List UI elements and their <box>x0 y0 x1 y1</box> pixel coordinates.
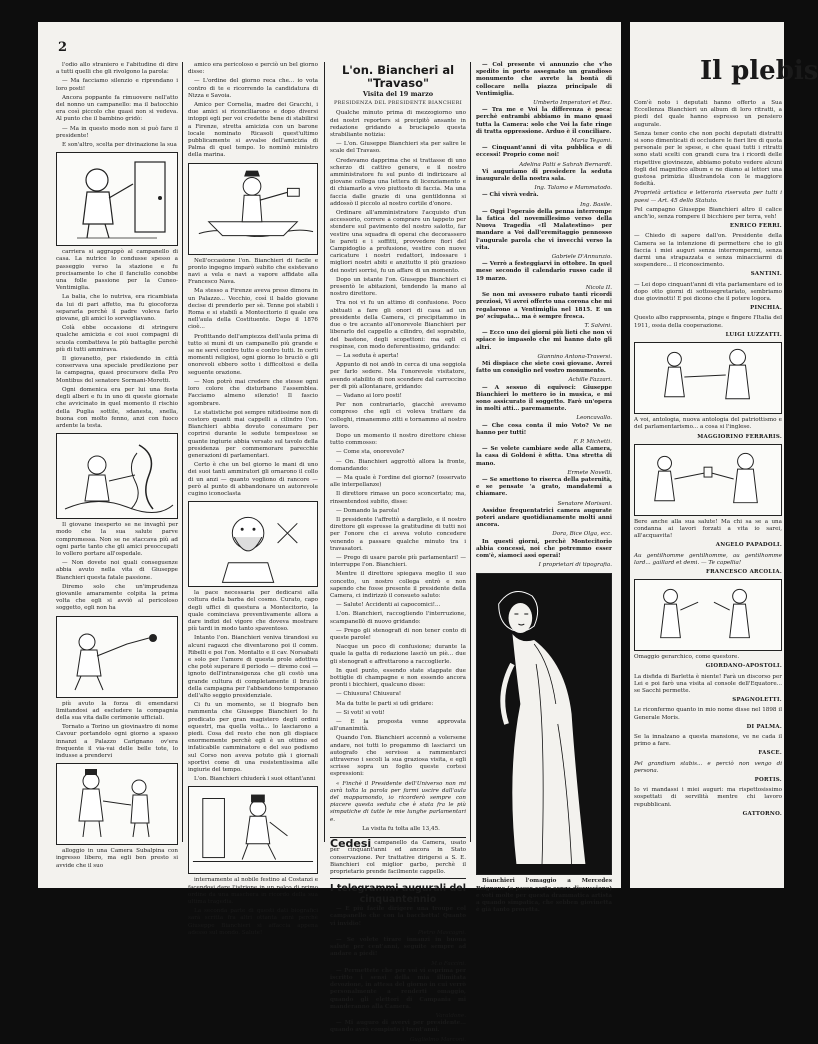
paragraph: — A sessuo di equivoci: Giuseppe Bianchieri lo mettero io in musica, e mi sono assicurato il soggetto. Farò un'opera in molti atti... paremamente. <box>476 384 612 413</box>
illustration-bearded-man <box>188 501 318 587</box>
cartoon-drawing <box>57 617 177 697</box>
paragraph: Tornato a Torino un giovinastro di nome Cavour portandolo ogni giorno a spasso innanzi a Palazzo Carignano ov'era frequente il via-vai delle belle tote, lo indusse a prendervi <box>56 724 178 759</box>
signature: Guglielmo Marconi. <box>409 1036 466 1043</box>
paragraph: — Prego gli stenografi di non tener conto di queste parole! <box>330 627 466 642</box>
signature: ANGELO PAPADOLI. <box>715 542 782 549</box>
paragraph: Appunto di noi andò in cerca di una seggiola per farlo sedere. Ma l'onorevole visitatore, avendo stabilito di non scendere dal carroccino per di più allontanare, gridando: <box>330 362 466 390</box>
paragraph: La visita fu tolta alle 13,45. <box>362 825 440 832</box>
paragraph: — E più facile dirigere una troupe col campanello che con la bacchetta! Quanto vi invidio! <box>330 906 466 927</box>
paragraph: — Ma quale è l'ordine del giorno? (osservato alle interpellanze) <box>330 474 466 489</box>
signature: DI PALMA. <box>746 723 782 730</box>
paragraph: — Se smettono to riserca della paternità, e se pensate 'a grato, mandatemi a chiamare. <box>476 476 612 498</box>
paragraph: Ancora poppante fa rimuovere nell'atto del nonno un campanello: ma il batocchio era così piccolo che quasi non si vedeva. Al punto che il bambino gridò: <box>56 94 178 123</box>
paragraph: Se la innalzano a questa mansione, ve ne cada il primo a fare. <box>634 733 782 748</box>
next-page-column <box>634 100 782 821</box>
article-subhead-small: PRESIDENZA DEL PRESIDENTE BIANCHERI <box>334 100 462 107</box>
paragraph: Com'è noto i deputati hanno offerto a Sua Eccellenza Bianchieri un album di loro ritratti, a piedi del quale hanno espresso un pensiero augurale. <box>634 100 782 128</box>
column-2 <box>188 62 318 936</box>
signature: Adelina Patti e Sahrah Bernardt. <box>519 161 612 168</box>
column-rule <box>324 62 325 842</box>
cartoon-drawing <box>189 502 317 586</box>
signature: Umberto Imperatori et Rez. <box>533 100 612 107</box>
signature: SPAGNOLETTI. <box>732 697 782 704</box>
paragraph: più avuto la forza di emendarsi limitandosi ad escludere la compagnia della sua vita dalle cerimonie ufficiali. <box>56 700 178 721</box>
signature: Nicola II. <box>585 284 612 291</box>
signature: I proprietari di tipografia. <box>538 562 612 569</box>
cartoon-drawing <box>189 164 317 254</box>
paragraph: — La seduta è aperta! <box>336 352 399 359</box>
paragraph: Il giovane inesperto se ne invaghì per modo che la sua salute parve compromessa. Non se ne staccava più ad ogni parte tanto che gli amici preoccupati lo vollero portare all'ospedale. <box>56 522 178 557</box>
paragraph: Au gentilhomme gentilhomme, au gentilhomme lard... gaillard et demi. — Te capellia! <box>634 552 782 566</box>
paragraph: Dopo un momento il nostro direttore chiese tutto commosso: <box>330 432 466 447</box>
paragraph: Colà ebbe occasione di stringere qualche amicizia e coi suoi compagni di scuola combatteva le più battaglie perchè più di tutti ammirava. <box>56 325 178 353</box>
paragraph: la pace necessaria per dedicarsi alla coltura della barba del cosmo. Curato, capo degli uffici di questura a Montecitorio, la quale cominciava preventivamente allora a dare indizi del vigore che doveva mostrare più tardi in modo tanto spaventoso. <box>188 590 318 633</box>
illustration-tree-scene <box>56 433 178 519</box>
telegrams-headline: I telegrammi augurali del cinquantennio <box>330 883 466 906</box>
paragraph: In quel punto, essendo state stappate due bottiglie di champagne e non essendo ancora pronti i bicchieri, qualcuno disse: <box>330 667 466 689</box>
paragraph: Vi auguriamo di presiedere la seduta inaugurale della nostra sala. <box>476 168 612 183</box>
paragraph: Per non contrariarlo, giacchè avevamo compreso che egli ci voleva trattare da colleghi, rimanemmo zitti e tornammo al nostro lavoro. <box>330 402 466 430</box>
paragraph: Ma stesso a Firenze aveva preso dimora in un Palazzo... Vecchio, così il baldo giovane decise di prenderlo per sè. Tenne poi stabili i Roma e si stabilì a Montecitorio il quale ora nell'aula della Costituente. Dopo il 1876 cioè... <box>188 288 318 331</box>
signature: Giannino Antona-Traversi. <box>537 353 612 360</box>
illustration-deputies-salute <box>634 579 782 651</box>
column-1 <box>56 62 178 869</box>
paragraph: — Non dovete noi quali conseguenze abbia avuto nella vita di Giuseppe Bianchieri questa fatale passione. <box>56 560 178 581</box>
paragraph: Io vi mandassi i miei auguri: ma rispettosissimo sospettati di servilità mentre chi lavoro repubblicani. <box>634 787 782 808</box>
illustration-deputies-greeting <box>634 342 782 414</box>
signature: Senatore Morisani. <box>557 500 612 507</box>
paragraph: Assidue frequentatrici camera augurate poteri andare quotidianamente molti anni ancora. <box>476 507 612 529</box>
illustration-deputies-toast <box>634 444 782 516</box>
paragraph: — On. Bianchieri aggrottò allora la fronte, domandando: <box>330 458 466 472</box>
paragraph: — Vadano ai loro posti! <box>336 392 402 399</box>
paragraph: Mentre il direttore spiegava meglio il suo concetto, un nostro collega entrò e non sapendo che fosse presente il presidente della Camera, ci indirizzò il consueto saluto: <box>330 571 466 599</box>
paragraph: Pel grandium stabis... e perciò non vengo di persona. <box>634 760 782 774</box>
signature: FRANCESCO ARCOLIA. <box>706 568 782 575</box>
cartoon-drawing <box>189 787 317 873</box>
signature: Leoncavallo. <box>576 415 612 422</box>
illustration-man-walking <box>188 786 318 874</box>
paragraph: Pel campagno Giuseppe Bianchieri altro il calice anch'io, senza rompere il bicchiere per terra, veh! <box>634 206 782 221</box>
signature: Pietro Mascagni. <box>417 929 466 936</box>
classified-ad <box>330 837 466 879</box>
paragraph: — Che cosa conta il mio Voto? Ve ne hanno per tutti! <box>476 422 612 436</box>
paragraph: Diremo solo che un'imprudenza giovanile amaramente colpita la prima volta che egli si avviò al pericoloso soggetto, egli non ha <box>56 583 178 612</box>
article-headline: L'on. Biancheri al "Travaso" <box>341 63 455 90</box>
paragraph: Certo è che un bel giorno le mani di uno dei suoi tanti ammiratori gli ornarono il collo di un anzi — quanto vogliono di rancore — però al punto di abbandonare un autorevole cugino iconoclasta <box>188 462 318 497</box>
paragraph: — Chiedo di sapere dall'on. Presidente della Camera se la intenzione di permettere che io gli faccia i miei auguri senza interrompermi, senza darmi una strapazzata e senza minacciarmi di sospendere... il riconoscimento. <box>634 233 782 269</box>
page-number: 2 <box>58 40 68 55</box>
paragraph: — L'ordine del giorno reca che... io vota contro di te e ricorrendo la candidatura di Nizza e Savoia. <box>188 78 318 99</box>
paragraph: Nacque un poco di confusione; durante la quale la gatta di redazione lasciò un piè... due gli stenografi e affrettarono a raccoglierle. <box>330 644 466 665</box>
paragraph: — E la proposta venne approvata all'unanimità. <box>330 719 466 733</box>
paragraph: Le riconfermo quanto in mio nome disse nel 1898 il Generale Moris. <box>634 707 782 721</box>
signature: Ermete Novelli. <box>567 469 612 476</box>
paragraph: Ma da tutte le parti si udì gridare: <box>336 700 434 707</box>
paragraph: — Lei dopo cinquant'anni di vita parlamentare ed io dopo otto giorni di sottosegretariato, sembriamo due giovinotti! E poi dicono che il potere logora. <box>634 281 782 303</box>
signature: SANTINI. <box>750 271 782 278</box>
paragraph: — Salute! Accidenti ai capocomici!... <box>336 602 441 609</box>
paragraph: — Come sta, onorevole? <box>336 449 405 456</box>
paragraph: Ci fu un momento, se il biografo ben rammenta che Giuseppe Bianchieri lo fu predicato per gran magistero degli ordini equestri, ma quella volta... lo lasciarono a piedi. Cosa del resto che non gli dispiace enormemente perchè egli è un ottimo ed infaticabile camminatore e del suo podismo sul Corso non aveva potuto già i giornali sportivi come di una resistentissima alle ingiurie del tempo. <box>188 702 318 774</box>
paragraph: Mi dispiace che siete così giovane. Avrei fatto un consiglio nel vostro monumento. <box>476 360 612 375</box>
article-subhead: Visita del 19 marzo <box>362 90 434 98</box>
paragraph: — Se volete tirare innanzi in buona salute per cent'anni, seguite sempre ad andare a piedi! <box>330 936 466 958</box>
paragraph: Senza tener conto che non pochi deputati distratti si sono dimenticati di occludere le fieri lire di quota personale per le spese, e che quasi tutti i ritratti sono stati scelti con grandi cura tra i ricordi delle rispettive giovinezze, abbiamo potuto vedere alcuni fogli del magnifico album e ne diamo ai lettori una gustosa primizia illustrandola con le maggiore fedeltà. <box>634 130 782 188</box>
image-caption: Bianchieri l'omaggio a Mercedes Brignone (a passo certo senza discussione) e voti molte per questa drammatica artista a quando simpatica, che sebben giovinetta è già tanto provetta. <box>476 878 612 914</box>
paragraph: — Ma facciamo silenzio e riprendano i loro posti! <box>56 78 178 92</box>
paragraph: alloggio in una Camera Subalpina con ingresso libero, ma egli ben presto si avvide che il suo <box>56 848 178 869</box>
paragraph: — Cinquant'anni di vita pubblica e di eccessi! Proprio come noi! <box>476 145 612 159</box>
paragraph: Bere anche alla sua salute! Ma chi sa se a una condanna ai lavori forzati a vita io sarei, all'acquavita! <box>634 518 782 540</box>
signature: Maria Tegami. <box>570 138 612 145</box>
paragraph: L'on. Bianchieri chiuderà i suoi ottant'anni <box>194 776 316 783</box>
paragraph: — Se volete cambiare sede alla Camera, la casa di Goldoni è sfitta. Una stretta di mano. <box>476 446 612 467</box>
cartoon-drawing <box>635 580 781 650</box>
paragraph: Il presidente l'affrettò a darglielo, e il nostro direttore gli espresse la gratitudine di tutti noi per l'onore che ci aveva voluto concedere venendo a passare qualche minuto tra i travasatori. <box>330 516 466 552</box>
paragraph: L'on. Bianchieri, raccogliendo l'interruzione, scampanellò di nuovo gridando: <box>330 611 466 625</box>
paragraph: Intanto l'on. Bianchieri veniva tirandosi su alcuni ragazzi che diventarono poi il comm. Ribelli e poi l'on. Montalto e il cav. Norsabati e solo per l'amore di questa prole adottiva che potè superare il periodo — diremo così — ignoto dell'intransigenza che gli costò una grande cultura di completamente il bruciò della campagna per l'abbandono temporaneo dell'alto seggio presidenziale. <box>188 635 318 699</box>
signature: Achille Fazzari. <box>568 377 612 384</box>
paragraph: Dopo un istante l'on. Giuseppe Bianchieri ci presentò le abitazioni, tendendo la mano al nostro direttore. <box>330 276 466 298</box>
paragraph: — Oggi l'operaio della penna interrompe la fatica del novemillesimo verso della Nuova Tragedia «Il Malatestino» per mandare a Voi dall'eremitaggio pennosso l'augurale parola che vi invecchi verso la vita. <box>476 208 612 251</box>
column-4 <box>476 62 612 914</box>
paragraph: Il giovanetto, per risiedendo in città conservava una speciale predilezione per la campagna, quasi precursore della Pro Montibus del senatore Sormani-Moretti. <box>56 356 178 384</box>
paragraph: Ordinare all'amministratore l'acquisto d'un accessorio, correre a comprare un tappeto per stendere sul pavimento del nostro salotto, far vestire una squadra di operai che decorassero le pareti e i soffitti, provvedere fiori del Campidoglio a profusione, vestire con nuove caricature i nostri redattori, indossare i migliori nostri abiti e anzitutto il più grazioso dei nostri sorrisi, fu un affare di un momento. <box>330 210 466 274</box>
paragraph: — L'on. Giuseppe Bianchieri sta per salire le scale del Travaso. <box>330 141 466 155</box>
cartoon-drawing <box>57 153 177 245</box>
cartoon-drawing <box>635 343 781 413</box>
paragraph: — Mi auguro di avervi per presidente... quando avrò compiuto i trent'anni. <box>330 1020 466 1034</box>
signature: MAGGIORINO FERRARIS. <box>697 433 782 440</box>
paragraph: Se non mi avessero rubato tanti ricordi preziosi, Vi avrei offerto una corona che mi regalarono a Ventimiglia nel 1815. E un po' sciupata... ma è sempre fresca. <box>476 292 612 320</box>
cartoon-drawing <box>635 445 781 515</box>
paragraph: Credevamo dapprima che si trattasse di uno scherzo di cattivo genere, e il nostro amministratore fu sul punto di indirizzare al giovane collega una lettera di licenziamento e di chiamarlo a vivo piuttosto di faccia. Ma una faccia dalle grazie di una gentildonna si addossò il piccolo al nostro cortile d'onore. <box>330 157 466 207</box>
signature: Varaldone. <box>435 1012 466 1019</box>
paragraph: In questi giorni, perchè Montecitorio abbia concessi, noi che potremmo esser com'è, siamoci assi operai! <box>476 538 612 559</box>
paragraph: internamente al nobile festino al Costanzi e facendosi dare l'istrione in un palco di primo ordine da una maschera in ricordo della sua ultima tragedia. <box>188 877 318 906</box>
illustration-man-running <box>56 616 178 698</box>
paragraph: — Tra me e Voi la differenza è poca: perchè entrambi abbiamo in mano quasi tutta la Camera: solo che Voi la fate ringe di tratta oppressione. Arduo è il conciliare. <box>476 107 612 135</box>
paragraph: Ogni domenica era per lui una festa degli alberi e fu in uno di queste giornate che avvicinato in quel momento il rischio della Puglia sottile, sdanesta, snella, buona con molto fenno, anzi con fuoco ardente la testa. <box>56 386 178 429</box>
paragraph: — Chiusura! Chiusura! <box>336 691 402 698</box>
classified-ad-title: Cedesi <box>330 837 372 851</box>
paragraph: La disfida di Barletta è niente! Farà un discorso per Lei e poi farò una visita al console dell'Equatore... se Sacchi permette. <box>634 673 782 694</box>
paragraph: Questo albo rappresenta, pinge e fingere l'Italia del 1911, ossia della cooperazione. <box>634 315 782 329</box>
illustration-woman-portrait <box>476 573 612 875</box>
signature: LUIGI LUZZATTI. <box>725 331 782 338</box>
cartoon-drawing <box>57 434 177 518</box>
signature: ENRICO FERRI. <box>729 223 782 230</box>
paragraph: E son'altro, scelta per divinazione la sua <box>62 142 177 149</box>
paragraph: « Finchè il Presidente dell'Universo non mi avrà tolta la parola per farmi uscire dall'aula del mappamondo, io ricorderò sempre con piacere questa seduta che è stata fra le più simpatiche di tutte le mie lunghe parlamentari e. <box>330 780 466 823</box>
paragraph: La balia, che lo nutriva, era ricambiata da lui di pari affetto, ma fu giocoforza separarla perchè il padre voleva farlo giovane, gli amici lo sorvegliavano. <box>56 294 178 323</box>
paragraph: — Verrò a festeggiarvi in ottobre. In quel mese secondo il calendario russo cade il 19 marzo. <box>476 261 612 282</box>
paragraph: — Chi vivrà vedrà. <box>482 192 539 199</box>
paragraph: — Prego di usare parole più parlamentari! — interruppe l'on. Bianchieri. <box>330 554 466 569</box>
paragraph: — Ecco uno dei giorni più lieti che non vi spiace io impasolo che mi hanno dato gli altri. <box>476 330 612 351</box>
paragraph: carriera si aggrappò al campanello di casa. La nutrice lo condusse spesso a passeggio verso la stazione e fu precisamente lo che il fanciullo conobbe una folle passione per la Cuneo-Ventimiglia. <box>56 249 178 292</box>
paragraph: Profittando dell'ampiezza dell'aula prima di tutto si munì di un campanello più grande e se ne servì contro tutto e contro tutti. In certi momenti religiosi, ogni giorno lo bruciò e gli onorevoli ebbero sotto i difficoltosi e della seguente orazione. <box>188 333 318 376</box>
newspaper-page <box>38 22 621 1043</box>
paragraph: Nell'occasione l'on. Bianchieri di facile e pronto ingegno imparò subito che esistevano navi a vela e navi a vapore affidate alla Francesco Nava. <box>188 257 318 286</box>
paragraph: Il direttore rimase un poco sconcertato; ma, rinsentendosi subito, disse: <box>330 491 466 505</box>
signature: FASCE. <box>758 750 782 757</box>
signature: GATTORNO. <box>742 810 782 817</box>
paragraph: Quando l'on. Bianchieri accennò a volersene andare, noi tutti lo pregammo di lasciarci un autografo che servisse a rammentarci attraverso i secoli la sua graziosa visita, e egli scrisse sopra un foglio queste cortesi espressioni: <box>330 735 466 778</box>
paragraph: Omaggio gerarchico, come questore. <box>634 654 740 661</box>
paragraph: — Non potrò mai credere che stesse ogni loro colore che disturbano l'assemblea. Facciamo almeno silenzio! Il fascio sgombrare. <box>188 378 318 407</box>
signature: PINCHIA. <box>750 305 782 312</box>
paragraph: — Domando la parola! <box>336 507 400 514</box>
paragraph: Proprietà artistica e letteraria riservata per tutti i paesi — Art. 45 dello Statuto. <box>634 190 782 204</box>
signature: Dora, Bice Olga, ecc. <box>552 531 612 538</box>
paragraph: — Ma in questo modo non si può fare il presidente! <box>56 125 178 139</box>
paragraph: — Permettete che per voi vi esprima per iscritto i sensi della mia illimitata devozione, in attesa del giorno in cui verrò personalmente a renderti omaggio, quando gli elettori di Campania mi manderanno alla Camera. <box>330 967 466 1010</box>
signature: Ing. Talamo e Mammatodo. <box>534 185 612 192</box>
illustration-child-with-bell <box>56 152 178 246</box>
cartoon-drawing <box>477 574 611 874</box>
classified-ad-text: campanello da Camera, usato per cinquant'anni ed ancora in Stato conservazione. Per trattative dirigersi a S. E. Bianchieri col miglior garbo, perchè il proprietario prende facilmente cappello. <box>330 840 466 875</box>
signature: Gabriele D'Annunzio. <box>551 254 612 261</box>
signature: PORTIS. <box>754 776 782 783</box>
paragraph: — Col presente vi annunzio che v'ho spedito in porto assegnato un grandioso monumento che avrete la bontà di collocare nella piazza principale di Ventimiglia. <box>476 62 612 97</box>
column-rule <box>182 62 183 842</box>
paragraph: Le statistiche poi sempre nitidissime non di costoro quanti mai cappelli a cilindro l'on. Bianchieri abbia dovuto consumare per coprirsi durante le sedute tempestose se quante ingiurie abbia versato sul tavolo della presidenza per commemorare parecchie generazioni di parlamentari. <box>188 409 318 459</box>
next-page-partial <box>630 22 818 888</box>
next-page-title: Il plebis <box>700 56 818 86</box>
column-rule <box>470 62 471 842</box>
paragraph: Qualche minuto prima di mezzogiorno uno dei nostri reporters si precipitò ansante in redazione gridando a bruciapelo questa strabiliante notizia: <box>330 110 466 139</box>
paragraph: — Si voti! si voti! <box>336 709 385 716</box>
column-3 <box>330 62 466 1043</box>
illustration-two-men <box>56 763 178 845</box>
signature: F. P. Michetti. <box>573 438 612 445</box>
paragraph: La seconda parte di questi dati biografici sarà scritta fra altri ottanta anni perchè Giuseppe Bianchieri si affaccia appena adesso sul mondo. Salute! <box>188 908 318 936</box>
signature: Ing. Basile. <box>580 201 612 208</box>
signature: GIORDANO-APOSTOLI. <box>705 663 782 670</box>
paragraph: A voi, antologia, nuova antologia del patriottismo e del parlamentarismo... a cosa si l'inglese. <box>634 417 782 431</box>
paragraph: Tra noi vi fu un attimo di confusione. Poco abituati a fare gli onori di casa ad un presidente della Camera, ci precipitammo in due o tre accanto all'onorevole Bianchieri per liberarlo del cappello a cilindro, del soprabito, del bastone, degli scopettoni: ma egli ci respinse, con modo deferentissimo, gridando: <box>330 300 466 350</box>
signature: T. Salvini. <box>584 322 612 329</box>
paragraph: l'odio allo straniero e l'abitudine di dire a tutti quelli che gli rivolgono la parola: <box>56 62 178 76</box>
cartoon-drawing <box>57 764 177 844</box>
illustration-sailor-boat <box>188 163 318 255</box>
paragraph: amico era pericoloso e perciò un bel giorno disse: <box>188 62 318 76</box>
signature: M.o Faccini. <box>431 960 466 967</box>
paragraph: Amico per Cornelia, madre dei Gracchi, i due amici si riconciliarono e dopo diversi intoppi egli per voi credette bene di stabilirsi a Firenze, stretta amicizia con un barone locale nominato Ricasoli quest'ultimo pubblicamente si avvalse dell'amicizia di Palma di quel tempo. Io nominò ministro della marina. <box>188 102 318 159</box>
